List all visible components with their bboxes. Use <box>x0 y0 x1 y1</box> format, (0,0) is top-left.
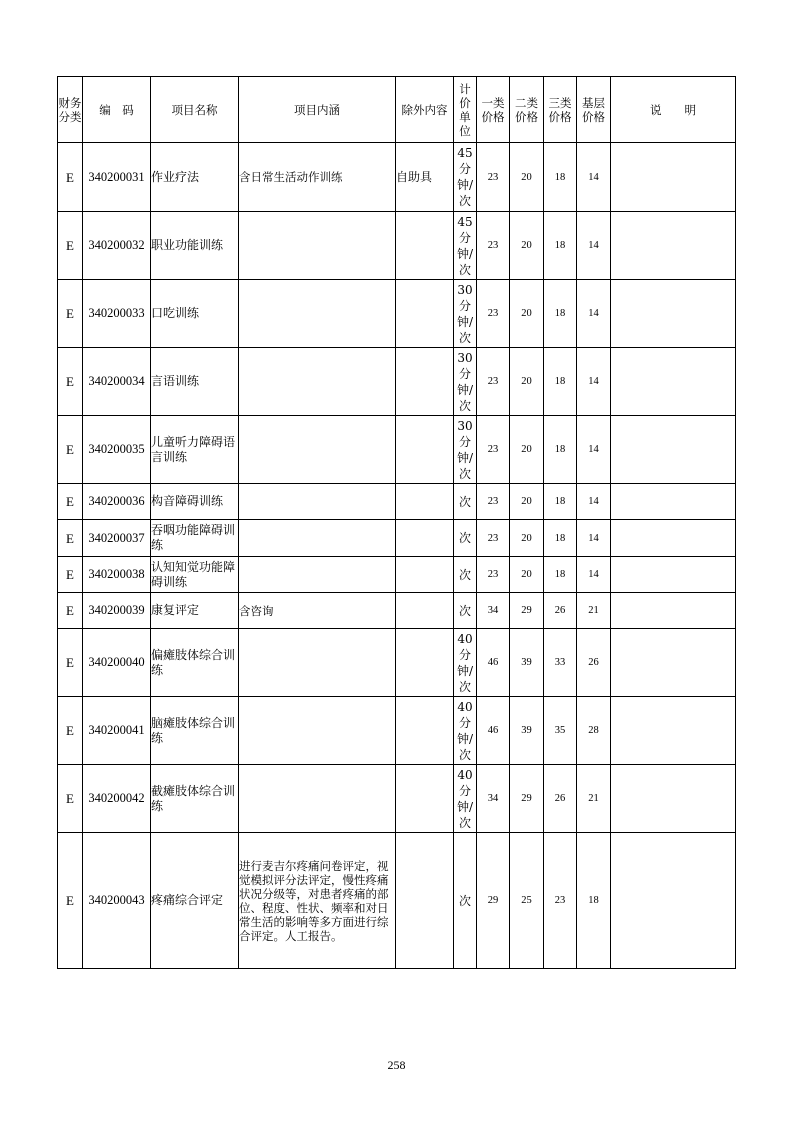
cell-note <box>611 416 736 484</box>
cell-price2: 29 <box>510 593 544 629</box>
cell-category: E <box>58 557 83 593</box>
cell-note <box>611 697 736 765</box>
cell-price1: 34 <box>477 593 510 629</box>
cell-exclusion <box>396 416 454 484</box>
cell-category: E <box>58 520 83 557</box>
cell-note <box>611 833 736 969</box>
table-row <box>58 484 736 520</box>
cell-name: 认知知觉功能障碍训练 <box>151 557 239 593</box>
cell-exclusion <box>396 629 454 697</box>
cell-exclusion <box>396 765 454 833</box>
cell-price-base: 14 <box>577 416 611 484</box>
cell-unit: 次 <box>454 484 477 520</box>
cell-price1: 23 <box>477 557 510 593</box>
cell-price1: 34 <box>477 765 510 833</box>
cell-price2: 20 <box>510 557 544 593</box>
cell-price3: 18 <box>544 212 577 280</box>
cell-exclusion <box>396 593 454 629</box>
cell-content <box>239 520 396 557</box>
cell-exclusion <box>396 833 454 969</box>
cell-price2: 20 <box>510 348 544 416</box>
cell-category: E <box>58 416 83 484</box>
table-row <box>58 143 736 212</box>
cell-price2: 39 <box>510 629 544 697</box>
cell-note <box>611 280 736 348</box>
cell-code: 340200031 <box>83 143 151 212</box>
cell-content <box>239 348 396 416</box>
cell-exclusion <box>396 520 454 557</box>
cell-price3: 33 <box>544 629 577 697</box>
header-category: 财务分类 <box>58 77 83 143</box>
cell-unit: 次 <box>454 557 477 593</box>
table-row <box>58 765 736 833</box>
header-price1: 一类价格 <box>477 77 510 143</box>
cell-unit: 30分钟/次 <box>454 280 477 348</box>
cell-category: E <box>58 143 83 212</box>
header-price-base: 基层价格 <box>577 77 611 143</box>
header-price2: 二类价格 <box>510 77 544 143</box>
cell-content: 含日常生活动作训练 <box>239 143 396 212</box>
cell-price1: 23 <box>477 280 510 348</box>
cell-code: 340200033 <box>83 280 151 348</box>
cell-name: 职业功能训练 <box>151 212 239 280</box>
cell-unit: 40分钟/次 <box>454 629 477 697</box>
cell-unit: 40分钟/次 <box>454 765 477 833</box>
cell-price-base: 26 <box>577 629 611 697</box>
cell-name: 脑瘫肢体综合训练 <box>151 697 239 765</box>
cell-note <box>611 557 736 593</box>
cell-content <box>239 697 396 765</box>
cell-exclusion <box>396 557 454 593</box>
header-price3: 三类价格 <box>544 77 577 143</box>
cell-category: E <box>58 212 83 280</box>
cell-price2: 20 <box>510 416 544 484</box>
cell-price1: 46 <box>477 629 510 697</box>
cell-code: 340200032 <box>83 212 151 280</box>
cell-note <box>611 765 736 833</box>
table-row <box>58 416 736 484</box>
cell-price1: 23 <box>477 212 510 280</box>
table-row <box>58 348 736 416</box>
cell-price3: 18 <box>544 557 577 593</box>
cell-price2: 20 <box>510 520 544 557</box>
cell-code: 340200037 <box>83 520 151 557</box>
cell-unit: 次 <box>454 520 477 557</box>
cell-unit: 40分钟/次 <box>454 697 477 765</box>
cell-name: 作业疗法 <box>151 143 239 212</box>
cell-price-base: 21 <box>577 593 611 629</box>
cell-price2: 20 <box>510 280 544 348</box>
cell-note <box>611 212 736 280</box>
page-number: 258 <box>387 1058 406 1072</box>
price-table <box>57 76 736 969</box>
cell-unit: 次 <box>454 593 477 629</box>
cell-content <box>239 629 396 697</box>
cell-note <box>611 520 736 557</box>
cell-note <box>611 143 736 212</box>
cell-price-base: 28 <box>577 697 611 765</box>
cell-content <box>239 484 396 520</box>
cell-content <box>239 280 396 348</box>
cell-price3: 18 <box>544 143 577 212</box>
cell-price3: 18 <box>544 280 577 348</box>
cell-price-base: 14 <box>577 280 611 348</box>
cell-price3: 18 <box>544 520 577 557</box>
cell-category: E <box>58 280 83 348</box>
cell-price-base: 14 <box>577 520 611 557</box>
header-exclusion: 除外内容 <box>396 77 454 143</box>
cell-name: 儿童听力障碍语言训练 <box>151 416 239 484</box>
cell-note <box>611 484 736 520</box>
cell-content: 含咨询 <box>239 593 396 629</box>
cell-category: E <box>58 765 83 833</box>
header-row <box>58 77 736 143</box>
cell-price3: 26 <box>544 593 577 629</box>
cell-name: 言语训练 <box>151 348 239 416</box>
cell-price3: 18 <box>544 416 577 484</box>
header-unit: 计价单位 <box>454 77 477 143</box>
cell-price2: 39 <box>510 697 544 765</box>
cell-price-base: 14 <box>577 212 611 280</box>
cell-exclusion <box>396 280 454 348</box>
cell-code: 340200039 <box>83 593 151 629</box>
cell-unit: 次 <box>454 833 477 969</box>
cell-price2: 20 <box>510 484 544 520</box>
cell-price-base: 14 <box>577 348 611 416</box>
cell-unit: 30分钟/次 <box>454 348 477 416</box>
header-note: 说 明 <box>611 77 736 143</box>
cell-price1: 23 <box>477 416 510 484</box>
cell-price2: 20 <box>510 212 544 280</box>
cell-content <box>239 416 396 484</box>
cell-name: 构音障碍训练 <box>151 484 239 520</box>
cell-name: 截瘫肢体综合训练 <box>151 765 239 833</box>
cell-code: 340200040 <box>83 629 151 697</box>
cell-unit: 45分钟/次 <box>454 143 477 212</box>
cell-price3: 18 <box>544 348 577 416</box>
cell-content: 进行麦吉尔疼痛问卷评定，视觉模拟评分法评定，慢性疼痛状况分级等，对患者疼痛的部位、程度、性状、频率和对日常生活的影响等多方面进行综合评定。人工报告。 <box>239 833 396 969</box>
table-row <box>58 593 736 629</box>
cell-code: 340200043 <box>83 833 151 969</box>
cell-exclusion: 自助具 <box>396 143 454 212</box>
cell-category: E <box>58 484 83 520</box>
cell-price1: 23 <box>477 520 510 557</box>
header-name: 项目名称 <box>151 77 239 143</box>
table-row <box>58 697 736 765</box>
cell-category: E <box>58 833 83 969</box>
cell-code: 340200034 <box>83 348 151 416</box>
cell-content <box>239 557 396 593</box>
cell-name: 口吃训练 <box>151 280 239 348</box>
cell-price-base: 14 <box>577 484 611 520</box>
cell-price3: 35 <box>544 697 577 765</box>
cell-note <box>611 629 736 697</box>
cell-price1: 46 <box>477 697 510 765</box>
cell-price3: 18 <box>544 484 577 520</box>
cell-exclusion <box>396 484 454 520</box>
cell-price1: 23 <box>477 143 510 212</box>
cell-content <box>239 765 396 833</box>
cell-price2: 25 <box>510 833 544 969</box>
table-row <box>58 557 736 593</box>
cell-price1: 23 <box>477 348 510 416</box>
cell-category: E <box>58 629 83 697</box>
cell-price2: 29 <box>510 765 544 833</box>
cell-code: 340200035 <box>83 416 151 484</box>
table-row <box>58 833 736 969</box>
cell-price1: 23 <box>477 484 510 520</box>
cell-exclusion <box>396 348 454 416</box>
cell-content <box>239 212 396 280</box>
header-code: 编 码 <box>83 77 151 143</box>
cell-price3: 23 <box>544 833 577 969</box>
cell-price-base: 14 <box>577 557 611 593</box>
cell-exclusion <box>396 212 454 280</box>
cell-name: 偏瘫肢体综合训练 <box>151 629 239 697</box>
cell-category: E <box>58 593 83 629</box>
cell-price3: 26 <box>544 765 577 833</box>
header-content: 项目内涵 <box>239 77 396 143</box>
cell-name: 康复评定 <box>151 593 239 629</box>
cell-unit: 45分钟/次 <box>454 212 477 280</box>
cell-exclusion <box>396 697 454 765</box>
cell-name: 吞咽功能障碍训练 <box>151 520 239 557</box>
cell-price1: 29 <box>477 833 510 969</box>
table-row <box>58 212 736 280</box>
table-row <box>58 520 736 557</box>
cell-code: 340200041 <box>83 697 151 765</box>
cell-price2: 20 <box>510 143 544 212</box>
cell-price-base: 18 <box>577 833 611 969</box>
cell-code: 340200038 <box>83 557 151 593</box>
cell-note <box>611 593 736 629</box>
cell-code: 340200036 <box>83 484 151 520</box>
cell-price-base: 14 <box>577 143 611 212</box>
cell-category: E <box>58 348 83 416</box>
cell-unit: 30分钟/次 <box>454 416 477 484</box>
cell-note <box>611 348 736 416</box>
table-row <box>58 629 736 697</box>
cell-category: E <box>58 697 83 765</box>
table-row <box>58 280 736 348</box>
cell-code: 340200042 <box>83 765 151 833</box>
cell-name: 疼痛综合评定 <box>151 833 239 969</box>
cell-price-base: 21 <box>577 765 611 833</box>
